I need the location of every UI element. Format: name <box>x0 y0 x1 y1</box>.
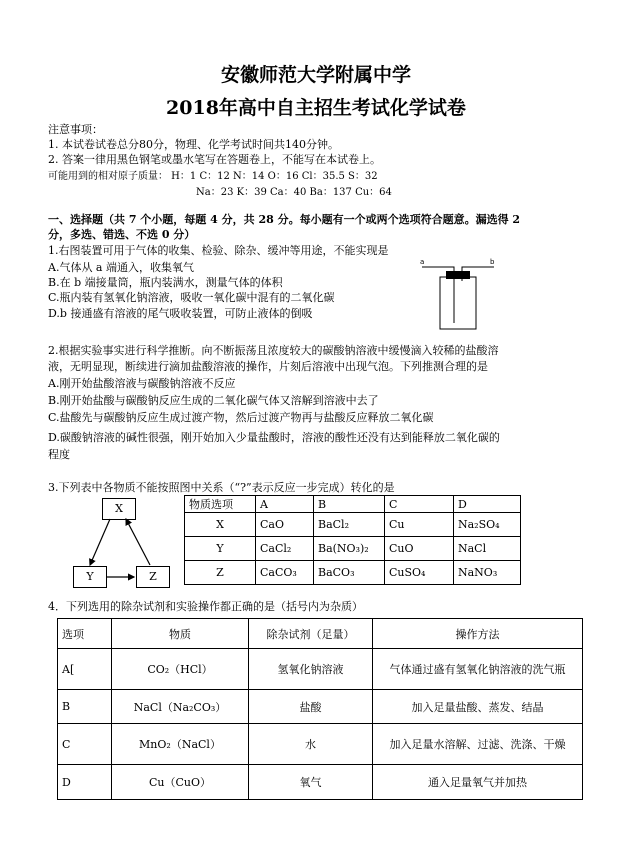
q1-option-a: A.气体从 a 端通入，收集氧气 <box>48 261 194 274</box>
notice-heading: 注意事项： <box>48 123 103 136</box>
tube-b-label: b <box>490 258 495 266</box>
table-cell: Ba(NO₃)₂ <box>314 537 385 561</box>
table-cell: CuO <box>385 537 454 561</box>
gas-bottle-diagram <box>418 255 498 335</box>
node-z-box: Z <box>136 566 170 588</box>
q2-option-a: A.刚开始盐酸溶液与碳酸钠溶液不反应 <box>48 377 236 390</box>
table-cell: NaNO₃ <box>454 561 521 585</box>
table-row <box>185 561 521 585</box>
node-x-box: X <box>102 498 136 520</box>
table-row <box>58 690 583 724</box>
table-cell: B <box>58 690 112 724</box>
table-cell: A[ <box>58 649 112 690</box>
table-cell: CaO <box>256 513 314 537</box>
table-cell: CaCl₂ <box>256 537 314 561</box>
table-header-cell: 物质选项 <box>185 496 256 513</box>
table-cell: 水 <box>249 724 373 765</box>
relation-arrows <box>70 495 180 590</box>
table-cell: NaCl <box>454 537 521 561</box>
table-header-cell: B <box>314 496 385 513</box>
table-cell: 盐酸 <box>249 690 373 724</box>
table-header-cell: 除杂试剂（足量） <box>249 619 373 649</box>
table-cell: Cu（CuO） <box>112 765 249 800</box>
table-cell: X <box>185 513 256 537</box>
table-cell: CuSO₄ <box>385 561 454 585</box>
table-header-cell: 操作方法 <box>373 619 583 649</box>
table-cell: 氧气 <box>249 765 373 800</box>
node-y-box: Y <box>73 566 107 588</box>
q1-stem: 1.右图装置可用于气体的收集、检验、除杂、缓冲等用途，不能实现是 <box>48 244 389 257</box>
q3-stem: 3.下列表中各物质不能按照图中关系（“?”表示反应一步完成）转化的是 <box>48 481 395 494</box>
table-header-cell: A <box>256 496 314 513</box>
atomic-mass-line2: Na：23 K：39 Ca：40 Ba：137 Cu：64 <box>196 187 392 198</box>
table-cell: 通入足量氧气并加热 <box>373 765 583 800</box>
q2-option-c: C.盐酸先与碳酸钠反应生成过渡产物，然后过渡产物再与盐酸反应释放二氧化碳 <box>48 411 434 424</box>
table-header-cell: 物质 <box>112 619 249 649</box>
section-heading-line2: 分，多选、错选、不选 0 分） <box>48 228 196 241</box>
table-cell: MnO₂（NaCl） <box>112 724 249 765</box>
table-cell: BaCO₃ <box>314 561 385 585</box>
q2-option-d-line2: 程度 <box>48 448 70 461</box>
table-header-cell: C <box>385 496 454 513</box>
table-cell: CO₂（HCl） <box>112 649 249 690</box>
table-cell: D <box>58 765 112 800</box>
q1-option-d: D.b 接通盛有溶液的尾气吸收装置，可防止液体的倒吸 <box>48 307 313 320</box>
q2-option-d-line1: D.碳酸钠溶液的碱性很强，刚开始加入少量盐酸时，溶液的酸性还没有达到能释放二氧化碳的 <box>48 431 500 444</box>
table-cell: NaCl（Na₂CO₃） <box>112 690 249 724</box>
table-cell: Y <box>185 537 256 561</box>
table-cell: 加入足量水溶解、过滤、洗涤、干燥 <box>373 724 583 765</box>
table-row <box>58 724 583 765</box>
table-cell: CaCO₃ <box>256 561 314 585</box>
atomic-mass-line1: 可能用到的相对原子质量： H：1 C：12 N：14 O：16 Cl：35.5 S：32 <box>48 171 378 182</box>
table-row <box>185 513 521 537</box>
table-header-cell: 选项 <box>58 619 112 649</box>
table-header-row <box>185 496 521 513</box>
section-heading-line1: 一、选择题（共 7 个小题，每题 4 分，共 28 分。每小题有一个或两个选项符合题意。漏选得 2 <box>48 213 521 226</box>
table-row <box>185 537 521 561</box>
q4-table <box>57 618 583 800</box>
q2-stem-line1: 2.根据实验事实进行科学推断。向不断振荡且浓度较大的碳酸钠溶液中缓慢滴入较稀的盐酸溶 <box>48 344 499 357</box>
q3-table <box>184 495 521 585</box>
title-exam: 2018年高中自主招生考试化学试卷 <box>166 97 466 119</box>
table-cell: C <box>58 724 112 765</box>
table-cell: Cu <box>385 513 454 537</box>
table-cell: 加入足量盐酸、蒸发、结晶 <box>373 690 583 724</box>
notice-line2: 2. 答案一律用黑色钢笔或墨水笔写在答题卷上，不能写在本试卷上。 <box>48 153 381 166</box>
table-cell: Z <box>185 561 256 585</box>
q2-stem-line2: 液，无明显现，断续进行滴加盐酸溶液的操作，片刻后溶液中出现气泡。下列推测合理的是 <box>48 360 488 373</box>
table-cell: 氢氧化钠溶液 <box>249 649 373 690</box>
title-school: 安徽师范大学附属中学 <box>220 64 411 86</box>
table-row <box>58 649 583 690</box>
q1-option-b: B.在 b 端接量筒，瓶内装满水，测量气体的体积 <box>48 276 283 289</box>
q4-stem: 4．下列选用的除杂试剂和实验操作都正确的是（括号内为杂质） <box>48 600 363 613</box>
notice-line1: 1. 本试卷试卷总分80分，物理、化学考试时间共140分钟。 <box>48 138 339 151</box>
table-header-cell: D <box>454 496 521 513</box>
q2-option-b: B.刚开始盐酸与碳酸钠反应生成的二氧化碳气体又溶解到溶液中去了 <box>48 394 379 407</box>
q1-option-c: C.瓶内装有氢氧化钠溶液，吸收一氧化碳中混有的二氧化碳 <box>48 291 335 304</box>
table-cell: Na₂SO₄ <box>454 513 521 537</box>
table-cell: BaCl₂ <box>314 513 385 537</box>
table-header-row <box>58 619 583 649</box>
table-row <box>58 765 583 800</box>
table-cell: 气体通过盛有氢氧化钠溶液的洗气瓶 <box>373 649 583 690</box>
tube-a-label: a <box>420 258 425 266</box>
